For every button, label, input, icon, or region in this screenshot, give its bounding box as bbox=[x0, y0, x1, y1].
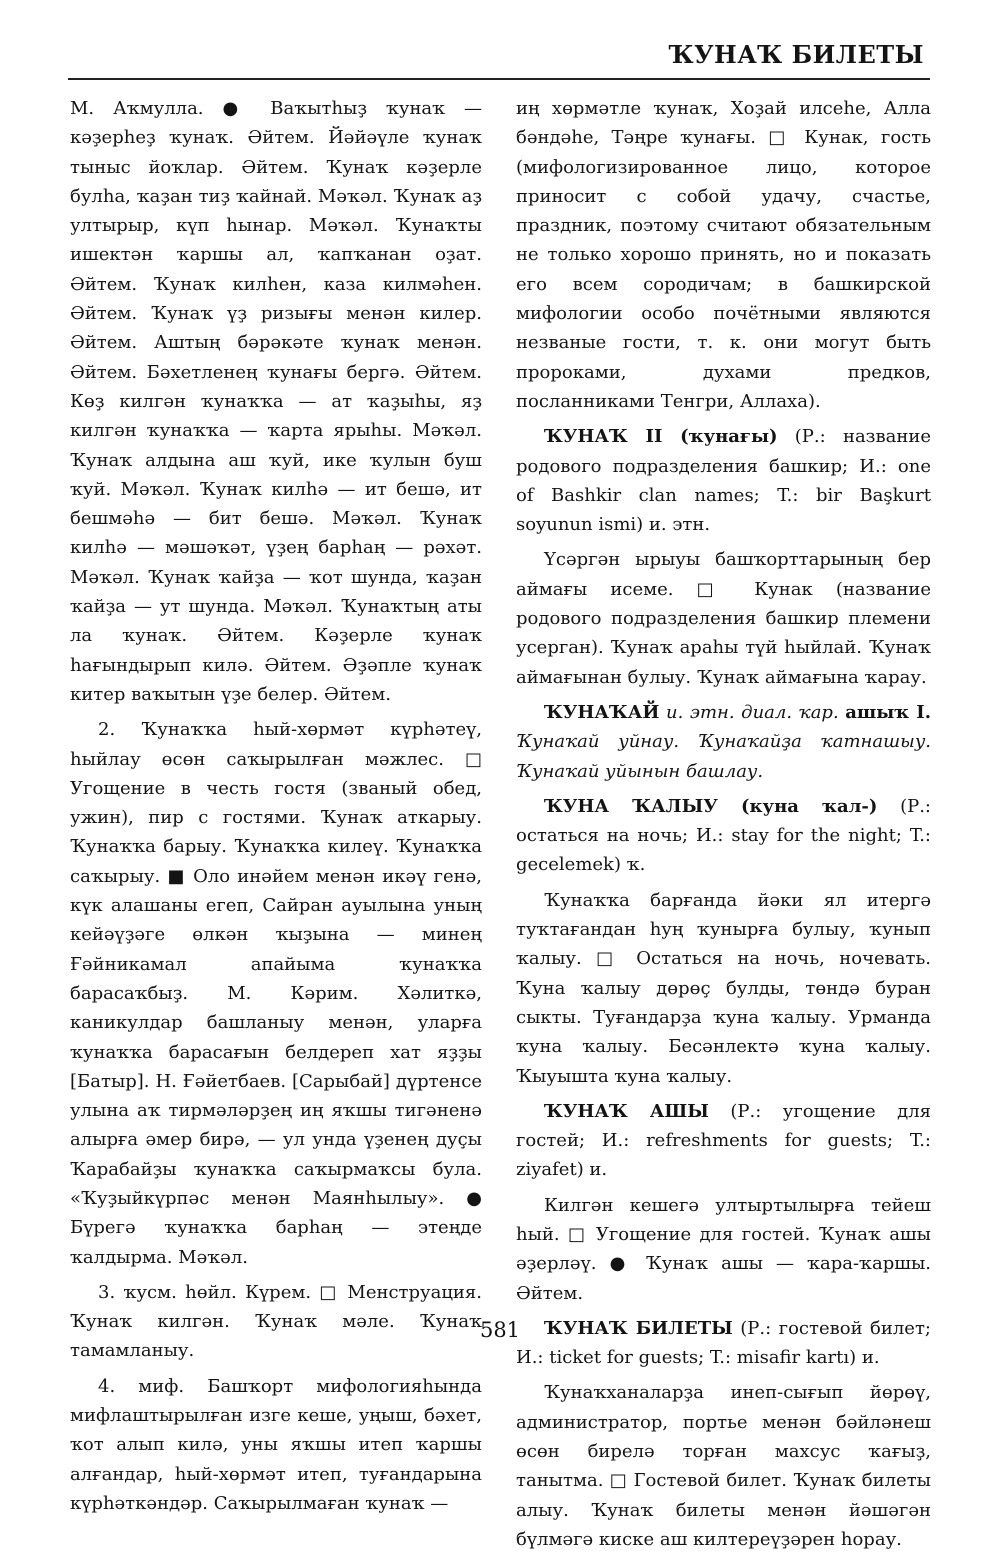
entry-kunak-2 bbox=[516, 422, 931, 539]
entry-gloss: (Р.: название родового подразделения башкир; И.: one of Bashkir clan names; T.: bir Başkurt soyunun ismi) и. этн. bbox=[516, 426, 931, 536]
entry-kunak-bilety-definition: Ҡунаҡханаларҙа инеп-сығып йөрөү, администратор, портье менән бәйләнеш өсөн бирелә торған махсус ҡағыҙ, танытма. □ Гостевой билет. Ҡунаҡ билеты алыу. Ҡунаҡ билеты менән йәшәгән бүлмәгә киске аш килтереүҙәрен һорау. bbox=[516, 1382, 931, 1550]
headword: ҠУНАҠ БИЛЕТЫ bbox=[544, 1317, 733, 1339]
entry-gloss: и. этн. диал. ҡар. bbox=[659, 701, 846, 723]
sense-4: 4. миф. Башҡорт мифологияһында мифлаштырылған изге кеше, уңыш, бәхет, ҡот алып килә, уны яҡшы итеп ҡаршы алғандар, һый-хөрмәт итеп, туғандарына күрһәткәндәр. Саҡырылмаған ҡунаҡ — bbox=[70, 1375, 482, 1514]
headword: ҠУНАҠ II (ҡунағы) bbox=[544, 426, 778, 448]
entry-continuation-proverbs: М. Аҡмулла. ● Ваҡытһыҙ ҡунаҡ — кәҙерһеҙ ҡунаҡ. Әйтем. Йәйәүле ҡунаҡ тыныс йоҡлар. Әйтем. Ҡунаҡ кәҙерле булһа, ҡаҙан тиҙ ҡайнай. Мәҡәл. Ҡунаҡ аҙ ултырыр, күп һынар. Мәҡәл. Ҡунаҡты ишектән ҡаршы ал, ҡапҡанан оҙат. Әйтем. Ҡунаҡ килһен, каза килмәһен. Әйтем. Ҡунаҡ үҙ ризығы менән килер. Әйтем. Аштың бәрәкәте ҡунаҡ менән. Әйтем. Бәхетленең ҡунағы бергә. Әйтем. Көҙ килгән ҡунаҡҡа — ат ҡаҙыһы, яҙ килгән ҡунаҡҡа — ҡарта ярыһы. Мәҡәл. Ҡунаҡ алдына аш ҡуй, ике ҡулын буш ҡуй. Мәҡәл. Ҡунаҡ килһә — ит бешә, ит бешмәһә — бит бешә. Мәҡәл. Ҡунаҡ килһә — мәшәҡәт, үҙең барһаң — рәхәт. Мәҡәл. Ҡунаҡ ҡайҙа — ҡот шунда, ҡаҙан ҡайҙа — ут шунда. Мәҡәл. Ҡунаҡтың аты ла ҡунаҡ. Әйтем. Кәҙерле ҡунаҡ һағындырып килә. Әйтем. Әҙәпле ҡунаҡ китер ваҡытын үҙе белер. Әйтем. bbox=[70, 98, 482, 705]
headword: ҠУНАҠ АШЫ bbox=[544, 1100, 709, 1122]
entry-gloss: (Р.: остаться на ночь; И.: stay for the night; T.: gecelemek) ҡ. bbox=[516, 795, 931, 876]
entry-gloss: (Р.: гостевой билет; И.: ticket for guests; T.: misafir kartı) и. bbox=[516, 1317, 931, 1369]
entry-kuna-kalyu bbox=[516, 792, 931, 880]
sense-3: 3. ҡусм. һөйл. Күрем. □ Менструация. Ҡунаҡ килгән. Ҡунаҡ мәле. Ҡунаҡ тамамланыу. bbox=[70, 1281, 482, 1362]
left-column bbox=[70, 94, 482, 1524]
entry-kunak-ashy bbox=[516, 1097, 931, 1185]
entry-examples: Ҡунаҡай уйнау. Ҡунаҡайҙа ҡатнашыу. Ҡунаҡай уйынын башлау. bbox=[516, 731, 931, 782]
headword: ҠУНА ҠАЛЫУ (куна ҡал-) bbox=[544, 795, 878, 817]
cross-reference: ашыҡ I. bbox=[845, 701, 931, 723]
entry-kunak-ashy-definition: Килгән кешегә ултыртылырға тейеш һый. □ Угощение для гостей. Ҡунаҡ ашы әҙерләү. ● Ҡунаҡ ашы — ҡара-ҡаршы. Әйтем. bbox=[516, 1194, 931, 1304]
running-title: ҠУНАҠ БИЛЕТЫ bbox=[668, 40, 924, 69]
entry-kunakai bbox=[516, 698, 931, 786]
sense-2: 2. Ҡунаҡҡа һый-хөрмәт күрһәтеү, һыйлау өсөн саҡырылған мәжлес. □ Угощение в честь гостя (званый обед, ужин), пир с гостями. Ҡунаҡ аткарыу. Ҡунаҡҡа барыу. Ҡунаҡҡа килеү. Ҡунаҡҡа саҡырыу. ■ Оло инәйем менән икәү генә, күк алашаны егеп, Сайран ауылына уның кейәүҙәге өлкән ҡыҙына — минең Ғәйникамал апайыма ҡунаҡҡа барасаҡбыҙ. М. Кәрим. Хәлиткә, каникулдар башланыу менән, уларға ҡунаҡҡа барасағын белдереп хат яҙҙы [Батыр]. Н. Ғәйетбаев. [Сарыбай] дүртенсе улына аҡ тирмәләрҙең иң яҡшы тигәненә алырға әмер бирә, — ул унда үҙенең дуҫы Ҡарабайҙы ҡунаҡҡа саҡырмаҡсы була. «Ҡуҙыйкүрпәс менән Маянһылыу». ● Бүрегә ҡунаҡҡа барһаң — этеңде ҡалдырма. Мәҡәл. bbox=[70, 719, 482, 1268]
entry-gloss: (Р.: угощение для гостей; И.: refreshments for guests; T.: ziyafet) и. bbox=[516, 1100, 931, 1181]
page-number: 581 bbox=[479, 1318, 521, 1342]
entry-kunak-2-definition: Үсәргән ырыуы башҡорттарының бер аймағы исеме. □ Кунак (название родового подразделения башкир племени усерган). Ҡунаҡ араһы түй һыйлай. Ҡунаҡ аймағынан булыу. Ҡунаҡ аймағына ҡарау. bbox=[516, 549, 931, 688]
entry-kuna-kalyu-definition: Ҡунаҡҡа барғанда йәки ял итергә туҡтағандан һуң ҡунырға булыу, ҡунып ҡалыу. □ Остаться на ночь, ночевать. Ҡуна ҡалыу дөрөҫ булды, төндә буран сыкты. Туғандарҙа ҡуна ҡалыу. Урманда ҡуна ҡалыу. Бесәнлектә ҡуна ҡалыу. Ҡыуышта ҡуна ҡалыу. bbox=[516, 889, 931, 1087]
headword: ҠУНАҠАЙ bbox=[544, 701, 660, 723]
sense-4-continuation: иң хөрмәтле ҡунаҡ, Хоҙай илсеһе, Алла бәндәһе, Тәңре ҡунағы. □ Кунак, гость (мифологизированное лицо, которое приносит с собой удачу, счастье, праздник, поэтому считают обязательным не только хорошо принять, но и показать его всем сородичам; в башкирской мифологии особо почётными являются незваные гости, т. к. они могут быть пророками, духами предков, посланниками Тенгри, Аллаха). bbox=[516, 98, 931, 412]
header-rule bbox=[68, 78, 930, 80]
